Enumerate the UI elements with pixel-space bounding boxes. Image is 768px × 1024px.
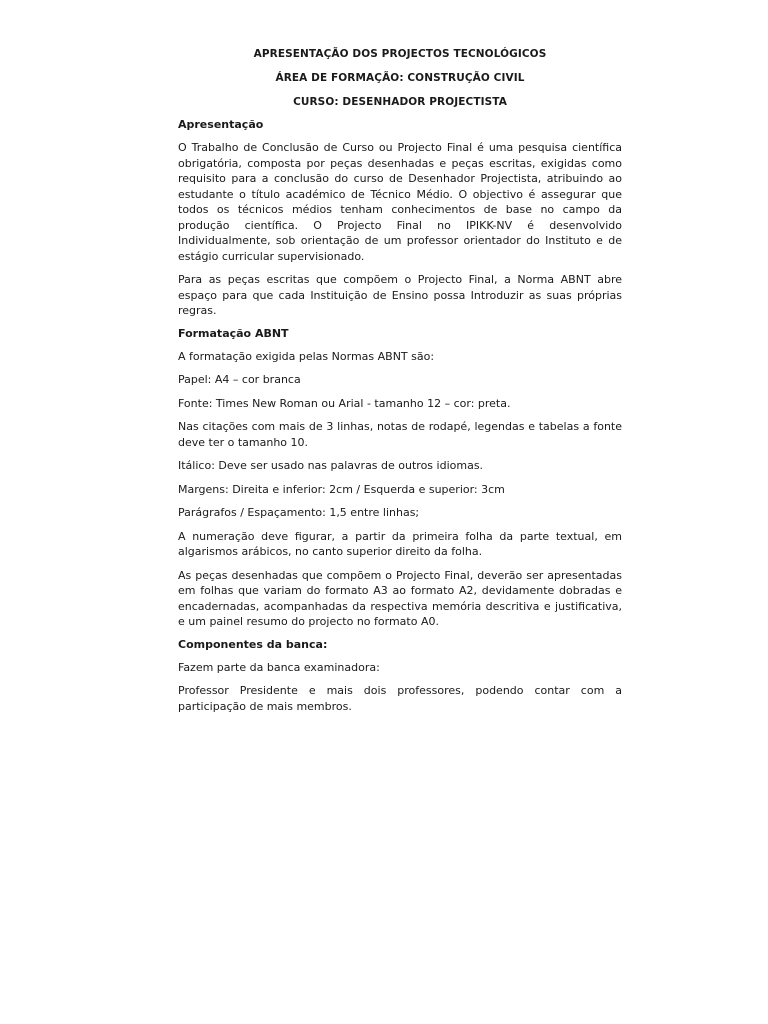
paragraph-drawn-pieces: As peças desenhadas que compõem o Projecto Final, deverão ser apresentadas em folhas que variam do formato A3 ao formato A2, devidamente dobradas e encadernadas, acompanhadas da respectiva memória descritiva e justificativa, e um painel resumo do projecto no formato A0. — [178, 568, 622, 628]
section-heading-formatacao: Formatação ABNT — [178, 326, 289, 340]
paragraph-font: Fonte: Times New Roman ou Arial - tamanho 12 – cor: preta. — [178, 396, 511, 410]
paragraph-board-members: Professor Presidente e mais dois professores, podendo contar com a participação de mais membros. — [178, 684, 622, 713]
document-title: APRESENTAÇÃO DOS PROJECTOS TECNOLÓGICOS — [253, 48, 547, 60]
section-heading-componentes: Componentes da banca: — [178, 637, 328, 651]
paragraph-intro: O Trabalho de Conclusão de Curso ou Projecto Final é uma pesquisa científica obrigatória, composta por peças desenhadas e peças escritas, exigidas como requisito para a conclusão do curso de Desenhador Projectista, atribuindo ao estudante o título académico de Técnico Médio. O objectivo é assegurar que todos os técnicos médios tenham conhecimentos de base no campo da produção científica. O Projecto Final no IPIKK-NV é desenvolvido Individualmente, sob orientação de um professor orientador do Instituto e de estágio curricular supervisionado. — [178, 141, 622, 263]
paragraph-written-pieces: Para as peças escritas que compõem o Projecto Final, a Norma ABNT abre espaço para que cada Instituição de Ensino possa Introduzir as suas próprias regras. — [178, 273, 622, 317]
document-page — [178, 48, 622, 722]
paragraph-citations: Nas citações com mais de 3 linhas, notas de rodapé, legendas e tabelas a fonte deve ter o tamanho 10. — [178, 420, 622, 449]
training-area-heading: ÁREA DE FORMAÇÃO: CONSTRUÇÃO CIVIL — [275, 72, 525, 84]
paragraph-numbering: A numeração deve figurar, a partir da primeira folha da parte textual, em algarismos arábicos, no canto superior direito da folha. — [178, 529, 622, 558]
paragraph-examining-board: Fazem parte da banca examinadora: — [178, 660, 380, 674]
paragraph-spacing: Parágrafos / Espaçamento: 1,5 entre linhas; — [178, 506, 420, 519]
paragraph-margins: Margens: Direita e inferior: 2cm / Esquerda e superior: 3cm — [178, 482, 505, 496]
paragraph-formatting-intro: A formatação exigida pelas Normas ABNT são: — [178, 349, 435, 363]
course-heading: CURSO: DESENHADOR PROJECTISTA — [293, 96, 507, 108]
paragraph-paper: Papel: A4 – cor branca — [178, 373, 301, 386]
section-heading-apresentacao: Apresentação — [178, 118, 264, 131]
paragraph-italic: Itálico: Deve ser usado nas palavras de outros idiomas. — [178, 459, 484, 472]
